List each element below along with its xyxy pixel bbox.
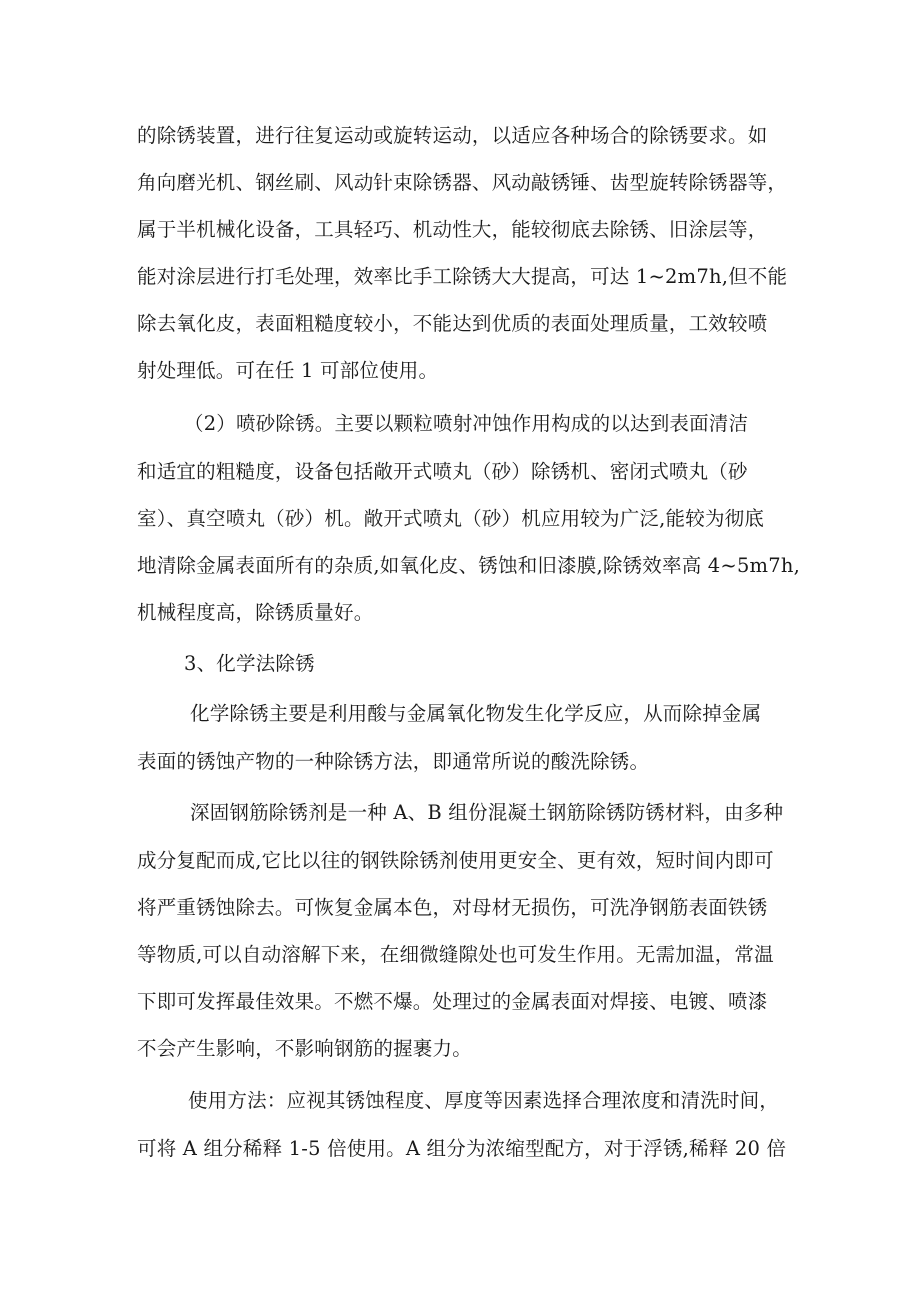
text-line: 能对涂层进行打毛处理，效率比手工除锈大大提高，可达 1~2m7h,但不能 — [137, 265, 788, 288]
text-line: 下即可发挥最佳效果。不燃不爆。处理过的金属表面对焊接、电镀、喷漆 — [137, 990, 768, 1013]
section-heading: 3、化学法除锈 — [184, 652, 315, 675]
text-line: 将严重锈蚀除去。可恢复金属本色，对母材无损伤，可洗净钢筋表面铁锈 — [137, 896, 768, 919]
text-line: 机械程度高，除锈质量好。 — [137, 601, 374, 624]
paragraph-start: 化学除锈主要是利用酸与金属氧化物发生化学反应，从而除掉金属 — [190, 702, 762, 725]
text-line: 的除锈装置，进行往复运动或旋转运动，以适应各种场合的除锈要求。如 — [137, 124, 768, 147]
text-line: 属于半机械化设备，工具轻巧、机动性大，能较彻底去除锈、旧涂层等， — [137, 218, 768, 241]
text-line: 可将 A 组分稀释 1-5 倍使用。A 组分为浓缩型配方，对于浮锈,稀释 20 倍 — [137, 1137, 787, 1160]
text-line: 角向磨光机、钢丝刷、风动针束除锈器、风动敲锈锤、齿型旋转除锈器等， — [137, 171, 788, 194]
text-line: 射处理低。可在任 1 可部位使用。 — [137, 359, 439, 382]
text-line: 和适宜的粗糙度，设备包括敞开式喷丸（砂）除锈机、密闭式喷丸（砂 — [137, 460, 748, 483]
paragraph-start: 深固钢筋除锈剂是一种 A、B 组份混凝土钢筋除锈防锈材料，由多种 — [190, 801, 784, 824]
text-line: 等物质,可以自动溶解下来，在细微缝隙处也可发生作用。无需加温，常温 — [137, 943, 774, 966]
paragraph-start: （2）喷砂除锈。主要以颗粒喷射冲蚀作用构成的以达到表面清洁 — [184, 412, 749, 435]
text-line: 地清除金属表面所有的杂质,如氧化皮、锈蚀和旧漆膜,除锈效率高 4~5m7h, — [137, 554, 801, 577]
paragraph-start: 使用方法：应视其锈蚀程度、厚度等因素选择合理浓度和清洗时间， — [188, 1089, 780, 1112]
text-line: 不会产生影响，不影响钢筋的握裹力。 — [137, 1037, 472, 1060]
text-line: 室）、真空喷丸（砂）机。敞开式喷丸（砂）机应用较为广泛,能较为彻底 — [137, 507, 765, 530]
text-line: 表面的锈蚀产物的一种除锈方法，即通常所说的酸洗除锈。 — [137, 750, 650, 773]
text-line: 成分复配而成,它比以往的钢铁除锈剂使用更安全、更有效，短时间内即可 — [137, 849, 774, 872]
text-line: 除去氧化皮，表面粗糙度较小，不能达到优质的表面处理质量，工效较喷 — [137, 312, 768, 335]
